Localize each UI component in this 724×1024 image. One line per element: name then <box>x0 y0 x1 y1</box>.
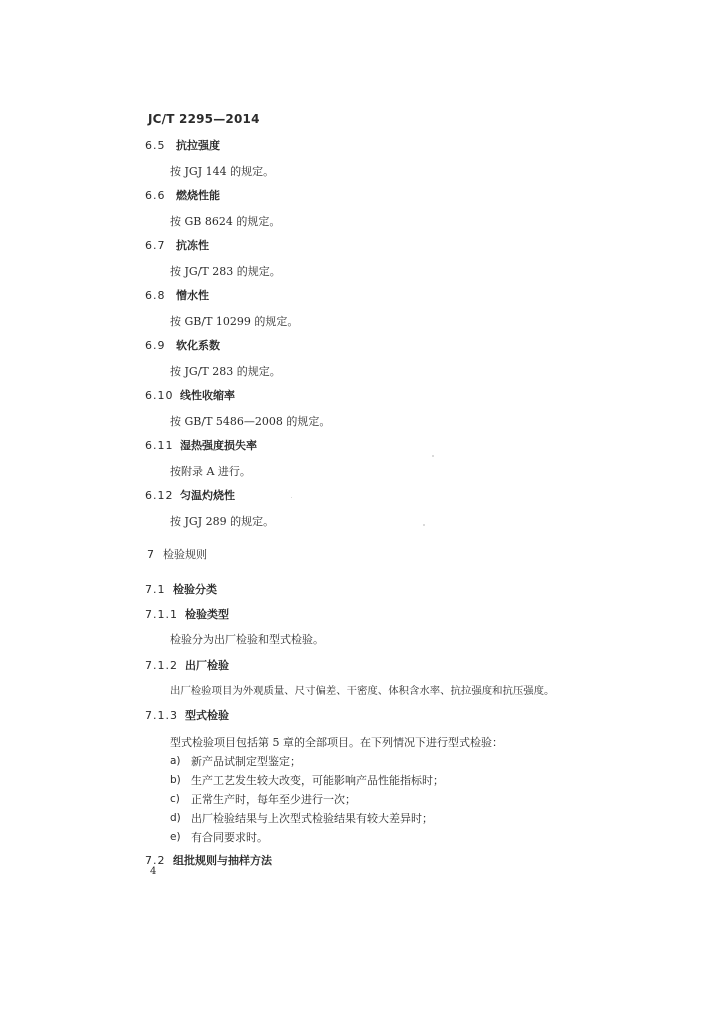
section-number: 6.7 <box>145 239 166 252</box>
section-text: 按 JG/T 283 的规定。 <box>170 265 281 278</box>
section-text: 按 GB/T 10299 的规定。 <box>170 315 299 328</box>
section-text: 出厂检验项目为外观质量、尺寸偏差、干密度、体积含水率、抗拉强度和抗压强度。 <box>170 685 555 697</box>
list-item: 新产品试制定型鉴定； <box>191 755 301 768</box>
section-title: 出厂检验 <box>185 659 229 672</box>
section-text: 按 JG/T 283 的规定。 <box>170 365 281 378</box>
list-marker: b) <box>170 774 181 786</box>
scan-speck <box>291 497 292 498</box>
chapter-title: 检验规则 <box>163 548 207 561</box>
section-number: 6.5 <box>145 139 166 152</box>
section-text: 检验分为出厂检验和型式检验。 <box>170 633 324 646</box>
section-title: 抗拉强度 <box>176 139 220 152</box>
section-text: 按附录 A 进行。 <box>170 465 251 478</box>
chapter-number: 7 <box>147 548 154 561</box>
section-title: 软化系数 <box>176 339 220 352</box>
section-text: 按 JGJ 289 的规定。 <box>170 515 275 528</box>
section-text: 按 GB/T 5486—2008 的规定。 <box>170 415 331 428</box>
list-marker: a) <box>170 755 181 767</box>
section-number: 6.6 <box>145 189 166 202</box>
page-number: 4 <box>150 866 157 877</box>
section-number: 6.9 <box>145 339 166 352</box>
section-number: 6.11 <box>145 439 174 452</box>
section-text: 按 JGJ 144 的规定。 <box>170 165 275 178</box>
section-number: 7.1.1 <box>145 608 178 621</box>
list-marker: e) <box>170 831 181 843</box>
section-title: 燃烧性能 <box>176 189 220 202</box>
section-number: 6.10 <box>145 389 174 402</box>
section-number: 7.1.3 <box>145 709 178 722</box>
list-item: 有合同要求时。 <box>191 831 268 844</box>
section-title: 抗冻性 <box>176 239 209 252</box>
section-number: 7.1.2 <box>145 659 178 672</box>
section-title: 检验类型 <box>185 608 229 621</box>
section-title: 组批规则与抽样方法 <box>173 854 272 867</box>
section-number: 6.12 <box>145 489 174 502</box>
list-item: 出厂检验结果与上次型式检验结果有较大差异时； <box>191 812 433 825</box>
section-title: 型式检验 <box>185 709 229 722</box>
section-title: 线性收缩率 <box>180 389 235 402</box>
section-title: 憎水性 <box>176 289 209 302</box>
list-marker: d) <box>170 812 181 824</box>
section-number: 7.1 <box>145 583 166 596</box>
section-title: 湿热强度损失率 <box>180 439 257 452</box>
list-item: 生产工艺发生较大改变，可能影响产品性能指标时； <box>191 774 444 787</box>
section-number: 6.8 <box>145 289 166 302</box>
section-text: 按 GB 8624 的规定。 <box>170 215 281 228</box>
standard-code: JC/T 2295—2014 <box>148 112 260 126</box>
section-title: 检验分类 <box>173 583 217 596</box>
scan-speck <box>423 524 425 526</box>
scan-speck <box>432 455 434 457</box>
section-number: 7.2 <box>145 854 166 867</box>
list-item: 正常生产时，每年至少进行一次； <box>191 793 356 806</box>
list-marker: c) <box>170 793 180 805</box>
section-text: 型式检验项目包括第 5 章的全部项目。在下列情况下进行型式检验： <box>170 736 503 749</box>
section-title: 匀温灼烧性 <box>180 489 235 502</box>
